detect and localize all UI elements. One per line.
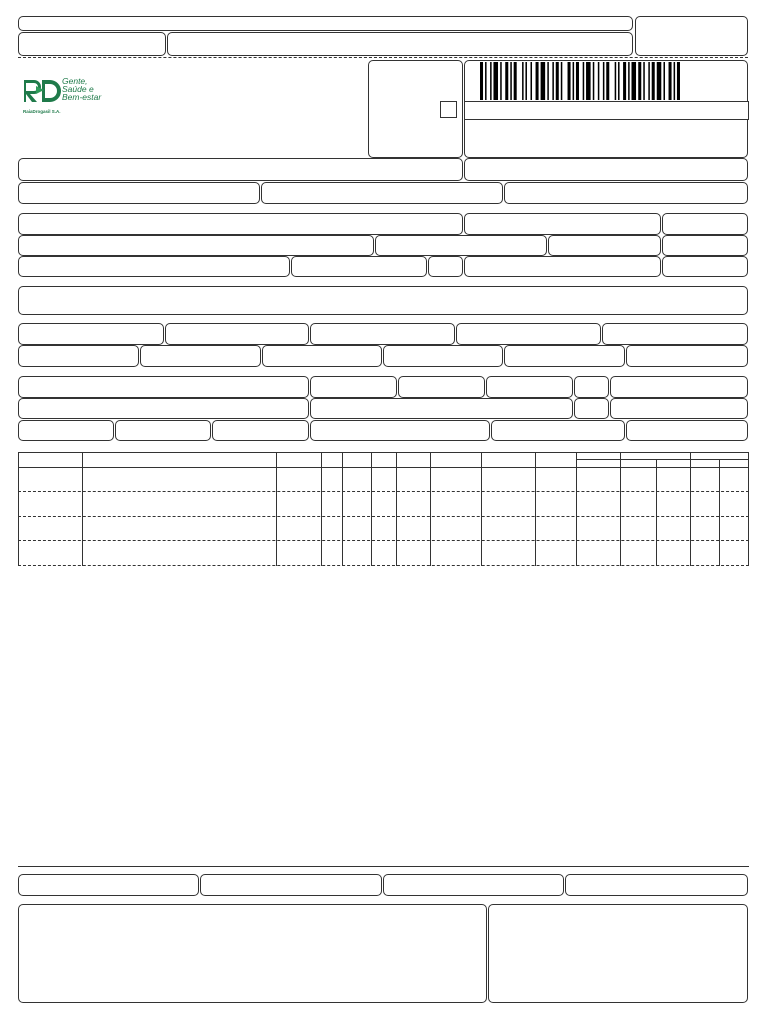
carrier-address-field [18,398,309,419]
barcode-bar [615,62,617,100]
barcode-bar [556,62,559,100]
icms-st-value-field [456,323,601,345]
tagline-line-2: Saúde e [62,84,94,94]
barcode-bar [623,62,626,100]
cut-line [18,57,748,58]
table-row-divider [18,540,749,541]
issqn-base-field [383,874,564,896]
table-column-divider [576,452,577,566]
company-name: RaiaDrogasil S.A. [23,109,61,114]
company-logo [22,76,122,116]
gross-weight-field [491,420,625,441]
issuer-cnpj-field [504,182,748,204]
volume-brand-field [212,420,309,441]
barcode-bar [552,62,554,100]
barcode-bar [677,62,680,100]
table-column-divider [430,452,431,566]
table-bottom-border [18,565,749,566]
table-column-divider [396,452,397,566]
other-expenses-field [383,345,503,367]
barcode-bar [568,62,571,100]
table-header-bottom-border [18,467,749,468]
barcode-bar [480,62,483,100]
table-column-divider [371,452,372,566]
table-column-divider [690,452,691,566]
barcode-bar [547,62,549,100]
table-column-divider [748,452,749,566]
table-column-divider [656,459,657,566]
invoice-billing-field [18,286,748,315]
carrier-uf-field [574,398,609,419]
barcode-bar [573,62,575,100]
barcode-bar [606,62,609,100]
tagline-line-3: Bem-estar [62,92,102,102]
vehicle-uf-field [574,376,609,398]
barcode-bar [593,62,595,100]
barcode-bar [669,62,672,100]
tagline-line-1: Gente, [62,76,88,86]
barcode-bar [485,62,487,100]
barcode-bar [663,62,665,100]
brand-tagline [62,77,101,101]
vehicle-plate-field [486,376,573,398]
reserved-fisco-field [488,904,748,1003]
receipt-nfe-number-box [635,16,748,56]
table-column-divider [18,452,19,566]
barcode-bar [648,62,650,100]
table-column-divider [481,452,482,566]
barcode-bar [510,62,512,100]
barcode-bar [643,62,645,100]
barcode-bar [618,62,620,100]
additional-info-field [18,904,487,1003]
table-column-divider [82,452,83,566]
table-row-divider [18,516,749,517]
operation-nature-field [18,158,463,181]
authorization-protocol-field [464,158,748,181]
products-total-field [602,323,748,345]
barcode-bar [628,62,630,100]
icms-base-field [18,323,164,345]
barcode-bar [500,62,502,100]
barcode-icon [480,62,682,100]
barcode-bar [576,62,579,100]
barcode-bar [603,62,605,100]
state-registration-substitute-field [261,182,503,204]
table-column-divider [276,452,277,566]
barcode-bar [541,62,546,100]
barcode-bar [493,62,498,100]
barcode-bar [583,62,585,100]
volume-species-field [115,420,211,441]
recipient-address-field [18,235,374,256]
barcode-bar [525,62,527,100]
table-column-divider [719,459,720,566]
invoice-total-field [626,345,748,367]
exit-time-field [662,256,748,277]
ipi-value-field [504,345,625,367]
issue-date-field [662,213,748,235]
barcode-bar [652,62,655,100]
table-column-divider [620,452,621,566]
barcode-bar [536,62,539,100]
recipient-district-field [375,235,547,256]
volume-quantity-field [18,420,114,441]
recipient-zip-field [548,235,661,256]
receipt-date-field [18,32,166,56]
barcode-bar [505,62,508,100]
table-top-border [18,452,749,453]
carrier-ie-field [610,398,748,419]
volume-numbering-field [310,420,490,441]
receipt-signature-field [167,32,633,56]
carrier-name-field [18,376,309,398]
table-subheader-rule [576,459,749,460]
recipient-ie-field [464,256,661,277]
recipient-phone-field [291,256,427,277]
recipient-cnpj-field [464,213,661,235]
barcode-bar [674,62,676,100]
barcode-bar [598,62,600,100]
services-total-field [200,874,382,896]
carrier-cnpj-field [610,376,748,398]
entry-exit-indicator-box [440,101,457,118]
discount-field [262,345,382,367]
barcode-bar [561,62,563,100]
barcode-bar [632,62,637,100]
recipient-uf-field [428,256,463,277]
barcode-bar [638,62,641,100]
municipal-registration-field [18,874,199,896]
antt-code-field [398,376,485,398]
barcode-bar [657,62,662,100]
table-row-divider [18,491,749,492]
icms-value-field [165,323,309,345]
state-registration-field [18,182,260,204]
barcode-bar [531,62,533,100]
net-weight-field [626,420,748,441]
rd-logo-icon [22,76,62,104]
carrier-city-field [310,398,573,419]
table-column-divider [342,452,343,566]
barcode-bar [514,62,517,100]
insurance-value-field [140,345,261,367]
table-column-divider [321,452,322,566]
access-key-field [464,101,749,120]
recipient-city-field [18,256,290,277]
barcode-bar [586,62,591,100]
freight-value-field [18,345,139,367]
receipt-header-field [18,16,633,31]
barcode-bar [490,62,492,100]
table-column-divider [535,452,536,566]
issqn-section-rule [18,866,749,867]
freight-mode-field [310,376,397,398]
issqn-value-field [565,874,748,896]
exit-date-field [662,235,748,256]
icms-st-base-field [310,323,455,345]
barcode-bar [522,62,524,100]
recipient-name-field [18,213,463,235]
